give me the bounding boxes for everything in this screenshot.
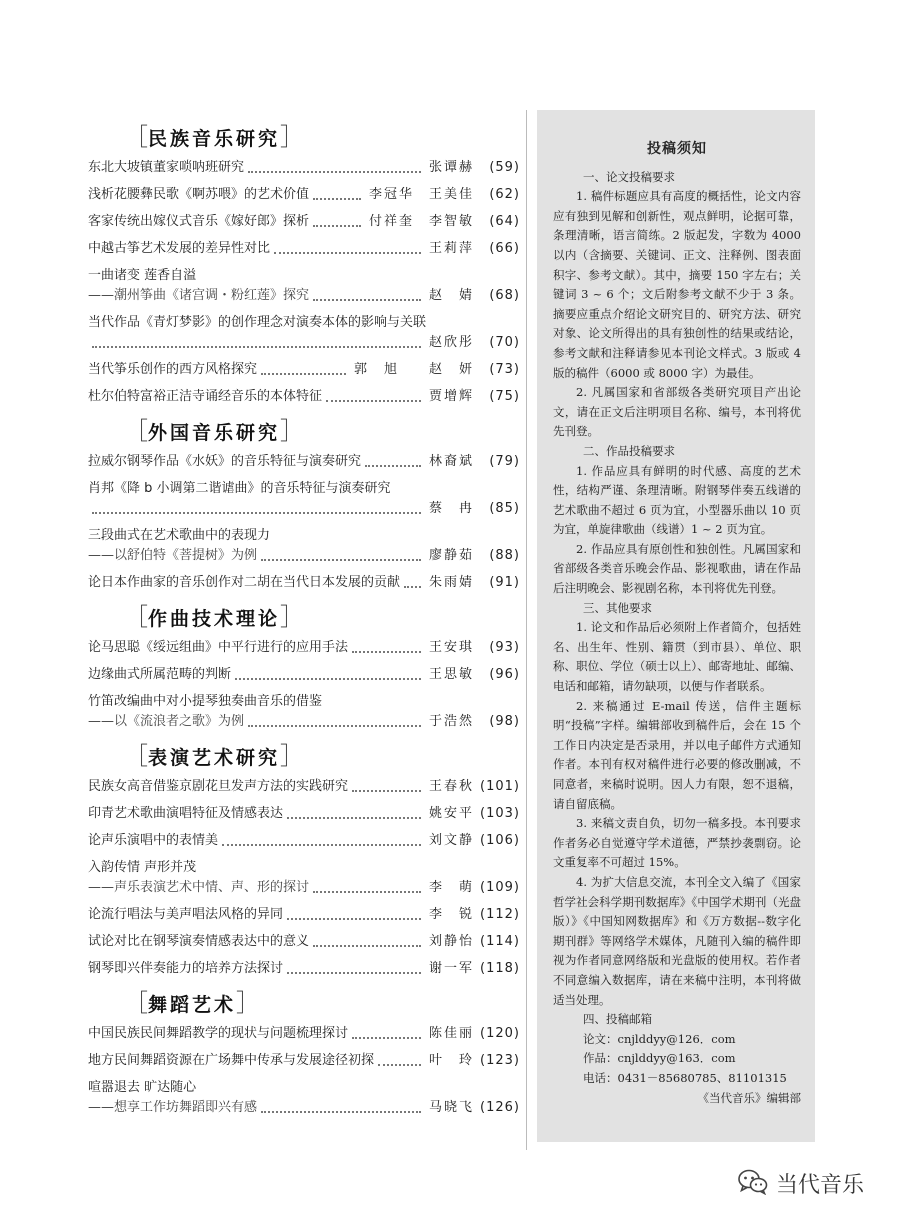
- leader-dots: [261, 1111, 421, 1113]
- entry-title: 印青艺术歌曲演唱特征及情感表达: [88, 806, 284, 821]
- entry-page: (98): [489, 714, 520, 729]
- notice-contact-line: 电话：0431－85680785、81101315: [583, 1070, 787, 1085]
- leader-dots: [378, 1064, 421, 1066]
- entry-title: 试论对比在钢琴演奏情感表达中的意义: [88, 934, 310, 949]
- entry-page: (88): [489, 548, 520, 563]
- watermark-text: 当代音乐: [775, 1173, 864, 1198]
- entry-title: 论马思聪《绥远组曲》中平行进行的应用手法: [88, 640, 349, 655]
- toc-section: [88, 414, 520, 593]
- entry-author: 刘文静: [428, 833, 474, 848]
- section-title-text: 民族音乐研究: [148, 128, 281, 150]
- entry-row: [88, 185, 520, 205]
- entry-page: (112): [480, 907, 520, 922]
- section-title-text: 作曲技术理论: [148, 608, 281, 630]
- bracket-left: ［: [124, 603, 148, 631]
- notice-paragraph: 3. 来稿文责自负，切勿一稿多投。本刊要求作者务必自觉遵守学术道德，严禁抄袭剽窃。论文重复率不可超过 15%。: [553, 816, 801, 870]
- toc-section: [88, 739, 520, 979]
- toc-entry: [88, 387, 520, 407]
- leader-dots: [313, 299, 421, 301]
- bracket-left: ［: [124, 989, 148, 1017]
- notice-title: 投稿须知: [647, 141, 707, 157]
- leader-dots: [313, 198, 361, 200]
- entry-author: 刘静怡: [428, 934, 474, 949]
- entry-subtitle-row: [88, 286, 520, 306]
- toc-entry: [88, 858, 520, 898]
- table-of-contents: [88, 118, 520, 1125]
- entry-page: (85): [489, 501, 520, 516]
- entry-title-row: [88, 479, 520, 499]
- entry-subtitle-row: [88, 546, 520, 566]
- wechat-icon: [738, 1169, 768, 1199]
- entry-subtitle: ——以舒伯特《菩提树》为例: [88, 548, 258, 563]
- notice-heading: 二、作品投稿要求: [583, 443, 675, 458]
- section-title: [124, 120, 520, 154]
- entry-row: [88, 387, 520, 407]
- entry-page: (126): [480, 1100, 520, 1115]
- entry-title: 论声乐演唱中的表情美: [88, 833, 219, 848]
- entry-row: [88, 932, 520, 952]
- entry-author: 马晓飞: [428, 1100, 474, 1115]
- entry-page: (118): [480, 961, 520, 976]
- toc-entry: [88, 831, 520, 851]
- section-title-text: 外国音乐研究: [148, 422, 281, 444]
- entry-author: 王春秋: [428, 779, 474, 794]
- leader-dots: [352, 651, 421, 653]
- entry-page: (120): [480, 1026, 520, 1041]
- bracket-right: ］: [236, 989, 261, 1017]
- notice-paragraph: 2. 凡属国家和省部级各类研究项目产出论文，请在正文后注明项目名称、编号，本刊将优先刊登。: [553, 385, 801, 439]
- toc-entry: [88, 185, 520, 205]
- leader-dots: [313, 891, 421, 893]
- entry-title: 边缘曲式所属范畴的判断: [88, 667, 232, 682]
- entry-row: [88, 452, 520, 472]
- entry-page: (103): [480, 806, 520, 821]
- toc-entry: [88, 1024, 520, 1044]
- bracket-right: ］: [280, 742, 305, 770]
- notice-paragraph: 2. 来稿通过 E-mail 传送，信件主题标明“投稿”字样。编辑部收到稿件后，会在 15 个工作日内决定是否录用，并以电子邮件方式通知作者。本刊有权对稿件进行必要的修改删减，不同意者，来稿时说明。因人力有限，恕不退稿，请自留底稿。: [553, 698, 801, 811]
- toc-entry: [88, 239, 520, 259]
- entry-title: 喧嚣退去 旷达随心: [88, 1080, 197, 1095]
- entry-meta-row: [88, 499, 520, 519]
- leader-dots: [365, 465, 421, 467]
- entry-title: 当代筝乐创作的西方风格探究: [88, 362, 258, 377]
- entry-page: (62): [489, 187, 520, 202]
- entry-page: (73): [489, 362, 520, 377]
- entry-title: 三段曲式在艺术歌曲中的表现力: [88, 528, 271, 543]
- entry-subtitle-row: [88, 712, 520, 732]
- toc-entry: [88, 158, 520, 178]
- entry-author: 贾增辉: [428, 389, 474, 404]
- toc-entry: [88, 1051, 520, 1071]
- notice-paragraph: 4. 为扩大信息交流，本刊全文入编了《国家哲学社会科学期刊数据库》《中国学术期刊（光盘版）》《中国知网数据库》和《万方数据--数字化期刊群》等网络学术媒体，凡随刊入编的稿件即视为作者同意网络版和光盘版的使用权。若作者不同意编入数据库，请在来稿中注明，本刊将做适当处理。: [553, 874, 801, 1007]
- notice-contact-line: 作品：cnjlddyy@163．com: [583, 1051, 736, 1066]
- entry-author: 叶 玲: [428, 1053, 474, 1068]
- entry-title: 客家传统出嫁仪式音乐《嫁好郎》探析: [88, 214, 310, 229]
- bracket-left: ［: [124, 417, 148, 445]
- notice-heading: 一、论文投稿要求: [583, 169, 675, 184]
- entry-title: 一曲诸变 莲香自溢: [88, 268, 197, 283]
- entry-page: (70): [489, 335, 520, 350]
- notice-heading: 三、其他要求: [583, 600, 652, 615]
- bracket-right: ］: [280, 123, 305, 151]
- entry-page: (96): [489, 667, 520, 682]
- entry-meta-row: [88, 333, 520, 353]
- entry-title: 钢琴即兴伴奏能力的培养方法探讨: [88, 961, 284, 976]
- entry-page: (101): [480, 779, 520, 794]
- toc-section: [88, 600, 520, 732]
- leader-dots: [287, 972, 421, 974]
- entry-author: 林裔斌: [428, 454, 474, 469]
- leader-dots: [404, 586, 421, 588]
- toc-entry: [88, 959, 520, 979]
- entry-author: 陈佳丽: [428, 1026, 474, 1041]
- entry-title: 民族女高音借鉴京剧花旦发声方法的实践研究: [88, 779, 349, 794]
- leader-dots: [92, 346, 421, 348]
- leader-dots: [287, 918, 421, 920]
- entry-title: 杜尔伯特富裕正洁寺诵经音乐的本体特征: [88, 389, 323, 404]
- bracket-right: ］: [280, 417, 305, 445]
- entry-page: (66): [489, 241, 520, 256]
- entry-title: 论日本作曲家的音乐创作对二胡在当代日本发展的贡献: [88, 575, 401, 590]
- notice-body: [553, 168, 801, 1109]
- notice-paragraph: 1. 稿件标题应具有高度的概括性，论文内容应有独到见解和创新性，观点鲜明，论据可靠，条理清晰，语言简练。2 版起发，字数为 4000 以内（含摘要、关键词、正文、注释例、图表面积字、参考文献）。其中，摘要 150 字左右；关键词 3 ~ 6 个；文后附参考文献不少于 3 条。摘要应重点介绍论文研究目的、研究方法、研究对象、论文所得出的具有独创性的结果或结论，参考文献和注释请参见本刊论文样式。3 版或 4 版的稿件（6000 或 8000 字）为最佳。: [553, 189, 801, 380]
- submission-notice: [537, 110, 815, 1142]
- toc-entry: [88, 452, 520, 472]
- column-divider: [526, 110, 527, 1150]
- entry-author: 赵 婧: [428, 288, 474, 303]
- section-title: [124, 414, 520, 448]
- entry-subtitle: ——以《流浪者之歌》为例: [88, 714, 245, 729]
- entry-page: (91): [489, 575, 520, 590]
- entry-author: 李 锐: [428, 907, 474, 922]
- notice-paragraph: 1. 论文和作品后必须附上作者简介，包括姓名、出生年、性别、籍贯（到市县）、单位、职称、职位、学位（硕士以上）、邮寄地址、邮编、电话和邮箱，请勿缺项，以便与作者联系。: [553, 620, 801, 694]
- entry-title: 当代作品《青灯梦影》的创作理念对演奏本体的影响与关联: [88, 315, 427, 330]
- toc-entry: [88, 692, 520, 732]
- entry-author: 付祥奎 李智敏: [368, 214, 474, 229]
- toc-entry: [88, 266, 520, 306]
- entry-row: [88, 777, 520, 797]
- entry-row: [88, 959, 520, 979]
- entry-title: 中越古筝艺术发展的差异性对比: [88, 241, 271, 256]
- toc-entry: [88, 479, 520, 519]
- toc-entry: [88, 360, 520, 380]
- entry-author: 李冠华 王美佳: [368, 187, 474, 202]
- entry-title-row: [88, 266, 520, 286]
- entry-title-row: [88, 313, 520, 333]
- entry-subtitle-row: [88, 1098, 520, 1118]
- toc-entry: [88, 777, 520, 797]
- leader-dots: [248, 725, 421, 727]
- entry-row: [88, 573, 520, 593]
- entry-title: 入韵传情 声形并茂: [88, 860, 197, 875]
- entry-row: [88, 831, 520, 851]
- toc-section: [88, 120, 520, 407]
- entry-page: (109): [480, 880, 520, 895]
- leader-dots: [313, 225, 361, 227]
- entry-title-row: [88, 1078, 520, 1098]
- toc-entry: [88, 665, 520, 685]
- entry-title: 肖邦《降 b 小调第二谐谑曲》的音乐特征与演奏研究: [88, 481, 391, 496]
- leader-dots: [352, 790, 421, 792]
- entry-page: (79): [489, 454, 520, 469]
- entry-row: [88, 158, 520, 178]
- entry-page: (123): [480, 1053, 520, 1068]
- leader-dots: [261, 559, 421, 561]
- entry-row: [88, 905, 520, 925]
- entry-title: 东北大坡镇董家唢呐班研究: [88, 160, 245, 175]
- entry-subtitle-row: [88, 878, 520, 898]
- entry-title: 论流行唱法与美声唱法风格的异同: [88, 907, 284, 922]
- entry-page: (114): [480, 934, 520, 949]
- section-title: [124, 986, 520, 1020]
- entry-title-row: [88, 526, 520, 546]
- entry-row: [88, 1024, 520, 1044]
- section-title-text: 表演艺术研究: [148, 747, 281, 769]
- entry-title-row: [88, 692, 520, 712]
- leader-dots: [248, 171, 421, 173]
- toc-entry: [88, 526, 520, 566]
- leader-dots: [274, 252, 421, 254]
- entry-title: 地方民间舞蹈资源在广场舞中传承与发展途径初探: [88, 1053, 375, 1068]
- entry-author: 姚安平: [428, 806, 474, 821]
- toc-entry: [88, 905, 520, 925]
- entry-author: 王思敏: [428, 667, 474, 682]
- entry-author: 赵欣彤: [428, 335, 474, 350]
- entry-row: [88, 239, 520, 259]
- toc-entry: [88, 932, 520, 952]
- entry-subtitle: ——潮州筝曲《诸宫调・粉红莲》探究: [88, 288, 310, 303]
- entry-page: (75): [489, 389, 520, 404]
- watermark: [738, 1168, 864, 1199]
- entry-subtitle: ——想享工作坊舞蹈即兴有感: [88, 1100, 258, 1115]
- entry-subtitle: ——声乐表演艺术中情、声、形的探讨: [88, 880, 310, 895]
- leader-dots: [287, 817, 421, 819]
- leader-dots: [261, 373, 346, 375]
- entry-row: [88, 638, 520, 658]
- entry-author: 郭 旭 赵 妍: [353, 362, 474, 377]
- section-title: [124, 600, 520, 634]
- bracket-left: ［: [124, 742, 148, 770]
- entry-title: 浅析花腰彝民歌《啊苏喂》的艺术价值: [88, 187, 310, 202]
- leader-dots: [92, 512, 421, 514]
- entry-author: 于浩然: [428, 714, 474, 729]
- notice-signature: 《当代音乐》编辑部: [697, 1090, 801, 1105]
- entry-author: 廖静茹: [428, 548, 474, 563]
- leader-dots: [352, 1037, 421, 1039]
- bracket-right: ］: [280, 603, 305, 631]
- entry-page: (106): [480, 833, 520, 848]
- leader-dots: [313, 945, 421, 947]
- toc-entry: [88, 212, 520, 232]
- toc-entry: [88, 313, 520, 353]
- entry-row: [88, 804, 520, 824]
- notice-contact-line: 论文：cnjlddyy@126．com: [583, 1031, 736, 1046]
- notice-paragraph: 1. 作品应具有鲜明的时代感、高度的艺术性，结构严谨、条理清晰。附钢琴伴奏五线谱的艺术歌曲不超过 6 页为宜，小型器乐曲以 10 页为宜，单旋律歌曲（线谱）1 ~ 2 页为宜。: [553, 463, 801, 537]
- leader-dots: [222, 844, 421, 846]
- entry-row: [88, 212, 520, 232]
- entry-row: [88, 360, 520, 380]
- entry-author: 张谭赫: [428, 160, 474, 175]
- toc-section: [88, 986, 520, 1118]
- entry-page: (68): [489, 288, 520, 303]
- entry-author: 朱雨婧: [428, 575, 474, 590]
- leader-dots: [235, 678, 421, 680]
- toc-entry: [88, 804, 520, 824]
- entry-author: 王莉萍: [428, 241, 474, 256]
- entry-title: 中国民族民间舞蹈教学的现状与问题梳理探讨: [88, 1026, 349, 1041]
- entry-title-row: [88, 858, 520, 878]
- entry-page: (59): [489, 160, 520, 175]
- entry-title: 竹笛改编曲中对小提琴独奏曲音乐的借鉴: [88, 694, 323, 709]
- entry-row: [88, 665, 520, 685]
- entry-author: 王安琪: [428, 640, 474, 655]
- toc-entry: [88, 573, 520, 593]
- entry-author: 李 萌: [428, 880, 474, 895]
- section-title-text: 舞蹈艺术: [148, 994, 237, 1016]
- bracket-left: ［: [124, 123, 148, 151]
- leader-dots: [326, 400, 421, 402]
- entry-page: (64): [489, 214, 520, 229]
- toc-entry: [88, 1078, 520, 1118]
- entry-title: 拉威尔钢琴作品《水妖》的音乐特征与演奏研究: [88, 454, 362, 469]
- entry-row: [88, 1051, 520, 1071]
- entry-page: (93): [489, 640, 520, 655]
- notice-paragraph: 2. 作品应具有原创性和独创性。凡属国家和省部级各类音乐晚会作品、影视歌曲，请在作品后注明晚会、影视剧名称，本刊将优先刊登。: [553, 541, 801, 596]
- toc-entry: [88, 638, 520, 658]
- entry-author: 蔡 冉: [428, 501, 474, 516]
- notice-heading: 四、投稿邮箱: [583, 1012, 652, 1027]
- section-title: [124, 739, 520, 773]
- entry-author: 谢一军: [428, 961, 474, 976]
